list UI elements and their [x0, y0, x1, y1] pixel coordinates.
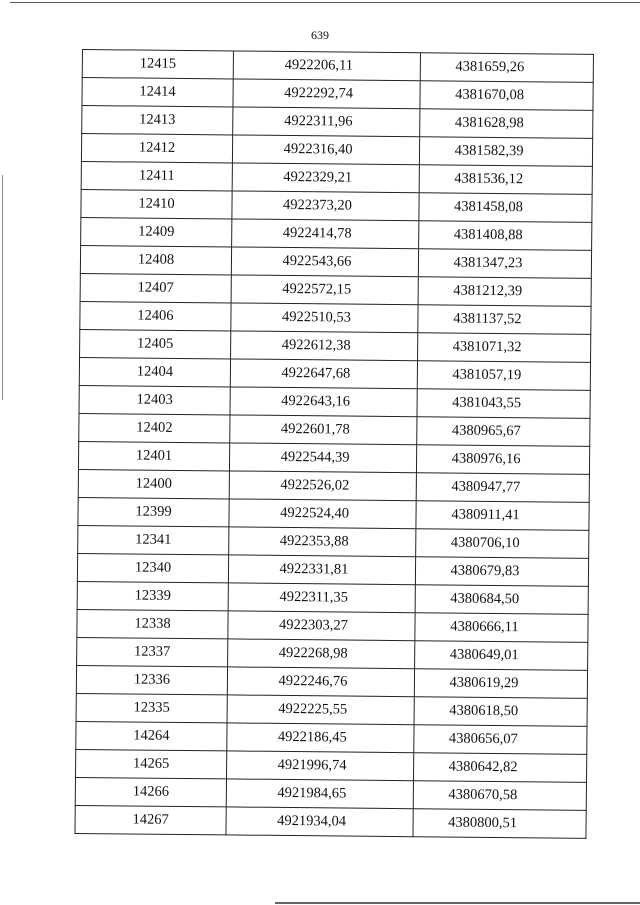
x-coordinate-cell: 4921996,74	[227, 751, 414, 781]
x-coordinate-cell: 4922311,96	[233, 107, 420, 137]
x-coordinate-cell: 4922303,27	[228, 611, 415, 641]
point-number-cell: 12400	[78, 469, 229, 498]
x-coordinate-cell: 4922526,02	[229, 471, 416, 501]
y-coordinate-cell: 4381582,39	[419, 137, 592, 167]
point-number-cell: 12403	[79, 385, 230, 414]
x-coordinate-cell: 4922353,88	[229, 527, 416, 557]
y-coordinate-cell: 4380947,77	[416, 473, 589, 503]
x-coordinate-cell: 4922373,20	[232, 191, 419, 221]
y-coordinate-cell: 4380679,83	[415, 557, 588, 587]
y-coordinate-cell: 4380649,01	[415, 641, 588, 671]
scan-edge-left	[2, 175, 3, 400]
point-number-cell: 12411	[81, 161, 232, 190]
y-coordinate-cell: 4380684,50	[415, 585, 588, 615]
y-coordinate-cell: 4381071,32	[418, 333, 591, 363]
point-number-cell: 12336	[76, 665, 227, 694]
y-coordinate-cell: 4380656,07	[414, 725, 587, 755]
y-coordinate-cell: 4381137,52	[418, 305, 591, 335]
x-coordinate-cell: 4922510,53	[231, 303, 418, 333]
y-coordinate-cell: 4381057,19	[417, 361, 590, 391]
x-coordinate-cell: 4922186,45	[227, 723, 414, 753]
point-number-cell: 12340	[77, 553, 228, 582]
y-coordinate-cell: 4380706,10	[416, 529, 589, 559]
x-coordinate-cell: 4922268,98	[228, 639, 415, 669]
point-number-cell: 14266	[75, 777, 226, 806]
point-number-cell: 12410	[81, 189, 232, 218]
point-number-cell: 12404	[79, 357, 230, 386]
point-number-cell: 12406	[80, 301, 231, 330]
y-coordinate-cell: 4380619,29	[414, 669, 587, 699]
x-coordinate-cell: 4922316,40	[232, 135, 419, 165]
point-number-cell: 12408	[80, 245, 231, 274]
x-coordinate-cell: 4922612,38	[231, 331, 418, 361]
y-coordinate-cell: 4381536,12	[419, 165, 592, 195]
point-number-cell: 12413	[82, 106, 233, 135]
x-coordinate-cell: 4922414,78	[232, 219, 419, 249]
point-number-cell: 12415	[82, 50, 233, 79]
x-coordinate-cell: 4922647,68	[230, 359, 417, 389]
point-number-cell: 12407	[80, 273, 231, 302]
page-number: 639	[311, 28, 329, 42]
point-number-cell: 12405	[80, 329, 231, 358]
point-number-cell: 14264	[76, 721, 227, 750]
x-coordinate-cell: 4922206,11	[233, 51, 420, 81]
x-coordinate-cell: 4922292,74	[233, 79, 420, 109]
point-number-cell: 12341	[78, 525, 229, 554]
y-coordinate-cell: 4380800,51	[413, 809, 586, 839]
x-coordinate-cell: 4922543,66	[231, 247, 418, 277]
y-coordinate-cell: 4381043,55	[417, 389, 590, 419]
y-coordinate-cell: 4381458,08	[419, 193, 592, 223]
point-number-cell: 12401	[78, 441, 229, 470]
point-number-cell: 12337	[77, 637, 228, 666]
x-coordinate-cell: 4922601,78	[230, 415, 417, 445]
y-coordinate-cell: 4381408,88	[419, 221, 592, 251]
scan-edge-top	[10, 2, 640, 3]
x-coordinate-cell: 4922572,15	[231, 275, 418, 305]
y-coordinate-cell: 4381670,08	[420, 81, 593, 111]
y-coordinate-cell: 4380976,16	[416, 445, 589, 475]
x-coordinate-cell: 4922524,40	[229, 499, 416, 529]
point-number-cell: 12335	[76, 693, 227, 722]
x-coordinate-cell: 4922544,39	[229, 443, 416, 473]
coordinates-table-wrapper	[74, 49, 594, 839]
x-coordinate-cell: 4922311,35	[228, 583, 415, 613]
point-number-cell: 14267	[75, 805, 226, 834]
coordinates-table	[74, 49, 594, 839]
x-coordinate-cell: 4922225,55	[227, 695, 414, 725]
x-coordinate-cell: 4922329,21	[232, 163, 419, 193]
point-number-cell: 12339	[77, 581, 228, 610]
x-coordinate-cell: 4922246,76	[227, 667, 414, 697]
coordinates-table-body	[75, 50, 594, 839]
x-coordinate-cell: 4921984,65	[226, 779, 413, 809]
y-coordinate-cell: 4380642,82	[413, 753, 586, 783]
point-number-cell: 12399	[78, 497, 229, 526]
y-coordinate-cell: 4381628,98	[420, 109, 593, 139]
x-coordinate-cell: 4922643,16	[230, 387, 417, 417]
y-coordinate-cell: 4381212,39	[418, 277, 591, 307]
point-number-cell: 12402	[79, 413, 230, 442]
table-row	[75, 805, 586, 838]
y-coordinate-cell: 4380666,11	[415, 613, 588, 643]
y-coordinate-cell: 4380618,50	[414, 697, 587, 727]
y-coordinate-cell: 4381659,26	[420, 53, 593, 83]
y-coordinate-cell: 4380965,67	[417, 417, 590, 447]
x-coordinate-cell: 4922331,81	[228, 555, 415, 585]
x-coordinate-cell: 4921934,04	[226, 807, 413, 837]
point-number-cell: 12409	[81, 217, 232, 246]
point-number-cell: 14265	[76, 749, 227, 778]
y-coordinate-cell: 4381347,23	[418, 249, 591, 279]
point-number-cell: 12414	[82, 78, 233, 107]
y-coordinate-cell: 4380911,41	[416, 501, 589, 531]
scan-edge-bottom	[275, 902, 640, 904]
point-number-cell: 12412	[81, 134, 232, 163]
point-number-cell: 12338	[77, 609, 228, 638]
y-coordinate-cell: 4380670,58	[413, 781, 586, 811]
